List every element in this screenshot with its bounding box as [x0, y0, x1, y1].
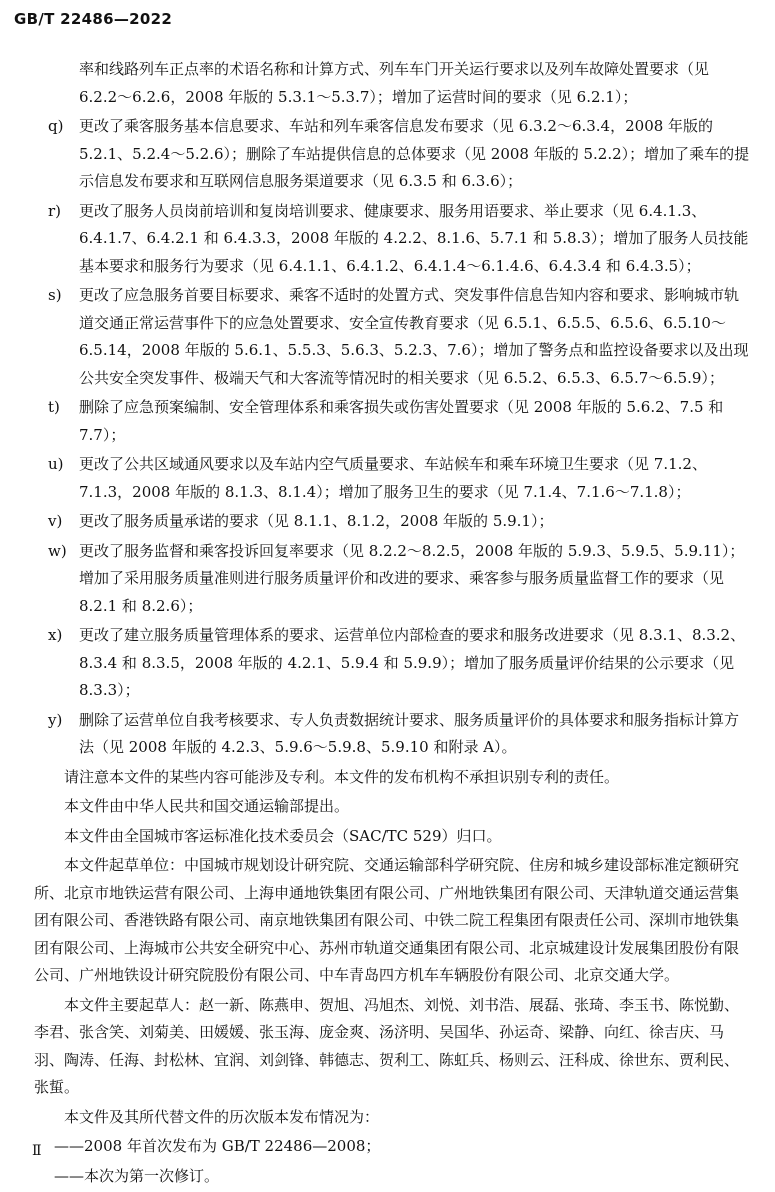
list-item-text: 删除了应急预案编制、安全管理体系和乘客损失或伤害处置要求（见 2008 年版的 5.6.2、7.5 和 7.7）； [79, 398, 724, 444]
list-marker: w) [48, 541, 67, 560]
change-item-y [34, 707, 750, 762]
change-item-u [34, 451, 750, 506]
list-marker: x) [48, 626, 63, 644]
drafters-paragraph: 本文件主要起草人：赵一新、陈燕申、贺旭、冯旭杰、刘悦、刘书浩、展磊、张琦、李玉书、陈悦勤、李君、张含笑、刘菊美、田媛媛、张玉海、庞金爽、汤济明、吴国华、孙运奇、梁静、向红、徐吉庆、马羽、陶涛、任海、封松林、宜润、刘剑锋、韩德志、贺利工、陈虹兵、杨则云、汪科成、徐世东、贾利民、张蜇。 [34, 995, 740, 1096]
list-item-text: 更改了乘客服务基本信息要求、车站和列车乘客信息发布要求（见 6.3.2～6.3.4，2008 年版的 5.2.1、5.2.4～5.2.6）；删除了车站提供信息的总体要求（见 2008 年版的 5.2.2）；增加了乘车的提示信息发布要求和互联网信息服务渠道要求（见 6.3.5 和 6.3.6）； [79, 117, 750, 190]
history-item: ——本次为第一次修订。 [54, 1166, 220, 1185]
centralized-by-paragraph: 本文件由全国城市客运标准化技术委员会（SAC/TC 529）归口。 [64, 826, 502, 845]
page-number: Ⅱ [32, 1143, 42, 1159]
change-item-q [34, 113, 750, 196]
list-item-text: 更改了服务人员岗前培训和复岗培训要求、健康要求、服务用语要求、举止要求（见 6.4.1.3、6.4.1.7、6.4.2.1 和 6.4.3.3，2008 年版的 4.2.2、8.1.6、5.7.1 和 5.8.3）；增加了服务人员技能基本要求和服务行为要求（见 6.4.1.1、6.4.1.2、6.4.1.4～6.1.4.6、6.4.3.4 和 6.4.3.5）； [79, 201, 749, 275]
list-item-text: 更改了服务质量承诺的要求（见 8.1.1、8.1.2，2008 年版的 5.9.1）； [79, 512, 554, 530]
list-item-text: 更改了公共区域通风要求以及车站内空气质量要求、车站候车和乘车环境卫生要求（见 7.1.2、7.1.3，2008 年版的 8.1.3、8.1.4）；增加了服务卫生的要求（见 7.1.4、7.1.6～7.1.8）； [79, 455, 707, 501]
list-marker: v) [48, 512, 63, 530]
change-item-w [34, 538, 750, 621]
list-marker: y) [48, 710, 63, 729]
change-item-x [34, 622, 750, 705]
standard-number-header: GB/T 22486—2022 [14, 10, 173, 28]
list-item-text: 更改了建立服务质量管理体系的要求、运营单位内部检查的要求和服务改进要求（见 8.3.1、8.3.2、8.3.4 和 8.3.5，2008 年版的 4.2.1、5.9.4 和 5.9.9）；增加了服务质量评价结果的公示要求（见 8.3.3）； [79, 626, 746, 699]
patent-notice: 请注意本文件的某些内容可能涉及专利。本文件的发布机构不承担识别专利的责任。 [64, 767, 620, 786]
list-marker: s) [48, 286, 62, 304]
change-item-t [34, 394, 750, 449]
list-item-text: 更改了服务监督和乘客投诉回复率要求（见 8.2.2～8.2.5，2008 年版的 5.9.3、5.9.5、5.9.11）；增加了采用服务质量准则进行服务质量评价和改进的要求、乘客参与服务质量监督工作的要求（见 8.2.1 和 8.2.6）； [79, 541, 745, 615]
change-item-s [34, 282, 750, 392]
list-item-text: 删除了运营单位自我考核要求、专人负责数据统计要求、服务质量评价的具体要求和服务指标计算方法（见 2008 年版的 4.2.3、5.9.6～5.9.8、5.9.10 和附录 A）。 [79, 710, 740, 756]
list-marker: t) [48, 398, 60, 416]
history-item: ——2008 年首次发布为 GB/T 22486—2008； [54, 1137, 381, 1155]
list-marker: u) [48, 455, 64, 473]
proposed-by-paragraph: 本文件由中华人民共和国交通运输部提出。 [64, 797, 350, 815]
drafting-units-paragraph: 本文件起草单位：中国城市规划设计研究院、交通运输部科学研究院、住房和城乡建设部标准定额研究所、北京市地铁运营有限公司、上海申通地铁集团有限公司、广州地铁集团有限公司、天津轨道交通运营集团有限公司、香港铁路有限公司、南京地铁集团有限公司、中铁二院工程集团有限责任公司、深圳市地铁集团有限公司、上海城市公共安全研究中心、苏州市轨道交通集团有限公司、北京城建设计发展集团股份有限公司、广州地铁设计研究院股份有限公司、中车青岛四方机车车辆股份有限公司、北京交通大学。 [34, 856, 740, 984]
continued-item-text: 率和线路列车正点率的术语名称和计算方式、列车车门开关运行要求以及列车故障处置要求（见 6.2.2～6.2.6，2008 年版的 5.3.1～5.3.7）；增加了运营时间的要求（见 6.2.1）； [79, 60, 710, 106]
change-item-r [34, 198, 750, 281]
document-body [34, 56, 750, 1192]
list-marker: r) [48, 201, 62, 220]
list-marker: q) [48, 117, 64, 135]
history-intro-paragraph: 本文件及其所代替文件的历次版本发布情况为： [64, 1107, 380, 1126]
list-item-text: 更改了应急服务首要目标要求、乘客不适时的处置方式、突发事件信息告知内容和要求、影响城市轨道交通正常运营事件下的应急处置要求、安全宣传教育要求（见 6.5.1、6.5.5、6.5.6、6.5.10～6.5.14，2008 年版的 5.6.1、5.5.3、5.6.3、5.2.3、7.6）；增加了警务点和监控设备要求以及出现公共安全突发事件、极端天气和大客流等情况时的相关要求（见 6.5.2、6.5.3、6.5.7～6.5.9）； [79, 286, 749, 387]
change-item-v [34, 508, 750, 536]
